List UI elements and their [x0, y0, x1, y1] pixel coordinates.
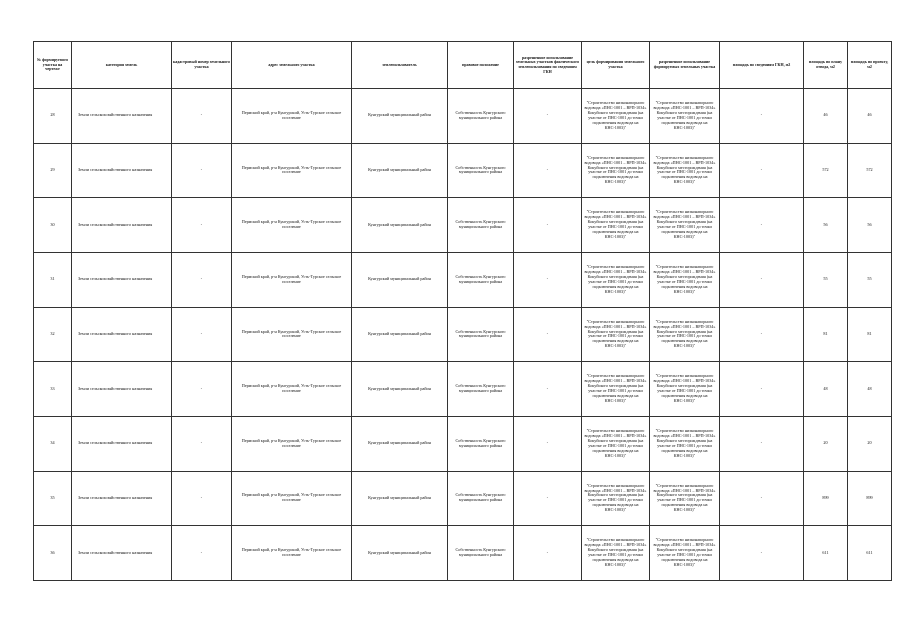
cell-land-user — [352, 416, 448, 471]
cell-area-project — [848, 307, 892, 362]
cell-purpose-text: "Строительство низконапорного водовода «ПНС-1001 – ВРП-1034» Кокуйского месторождения (на участке от ПНС-1001 до точки подключения водовода на КНС-1003)" — [584, 264, 647, 294]
cell-land-user — [352, 89, 448, 144]
cell-cadastral-number — [172, 471, 232, 526]
cell-land-category — [72, 416, 172, 471]
cell-area-plan — [804, 416, 848, 471]
cell-purpose — [582, 198, 650, 253]
cell-actual-use — [514, 198, 582, 253]
cell-area-project-text: 81 — [867, 331, 872, 336]
cell-area-project — [848, 416, 892, 471]
cell-land-category-text: Земли сельскохозяйственного назначения — [78, 331, 153, 336]
cell-area-gkn-text: - — [760, 331, 763, 336]
cell-actual-use-text: - — [546, 386, 549, 391]
cell-permitted-use — [650, 143, 720, 198]
header-purpose: цель формирования земельного участка — [582, 42, 650, 89]
cell-actual-use — [514, 362, 582, 417]
table-row — [34, 362, 892, 417]
cell-land-category-text: Земли сельскохозяйственного назначения — [78, 222, 153, 227]
cell-area-plan-text: 611 — [822, 550, 829, 555]
cell-permitted-use — [650, 416, 720, 471]
cell-cadastral-number-text: - — [200, 386, 203, 391]
cell-area-plan-text: 55 — [823, 277, 828, 282]
cell-address-text: Пермский край, р-н Кунгурский, Усть-Турское сельское поселение — [241, 220, 342, 230]
cell-area-gkn — [720, 471, 804, 526]
cell-permitted-use — [650, 362, 720, 417]
cell-purpose — [582, 307, 650, 362]
cell-address — [232, 471, 352, 526]
cell-area-gkn — [720, 362, 804, 417]
cell-actual-use — [514, 526, 582, 581]
cell-area-project-text: 55 — [867, 277, 872, 282]
cell-legal-status — [448, 198, 514, 253]
cell-address-text: Пермский край, р-н Кунгурский, Усть-Турское сельское поселение — [241, 438, 342, 448]
cell-area-project-text: 20 — [867, 441, 872, 446]
cell-legal-status-text: Собственность Кунгурского муниципального района — [455, 165, 506, 175]
cell-permitted-use — [650, 307, 720, 362]
cell-legal-status — [448, 252, 514, 307]
cell-legal-status-text: Собственность Кунгурского муниципального района — [455, 110, 506, 120]
cell-land-user — [352, 471, 448, 526]
header-plot-number: № формируемого участка на чертеже — [34, 42, 72, 89]
cell-cadastral-number-text: - — [200, 550, 203, 555]
cell-purpose-text: "Строительство низконапорного водовода «ПНС-1001 – ВРП-1034» Кокуйского месторождения (на участке от ПНС-1001 до точки подключения водовода на КНС-1003)" — [584, 210, 647, 240]
cell-purpose — [582, 143, 650, 198]
cell-purpose-text: "Строительство низконапорного водовода «ПНС-1001 – ВРП-1034» Кокуйского месторождения (на участке от ПНС-1001 до точки подключения водовода на КНС-1003)" — [584, 319, 647, 349]
cell-area-project — [848, 471, 892, 526]
cell-area-plan — [804, 252, 848, 307]
cell-purpose — [582, 89, 650, 144]
cell-area-project-text: 48 — [867, 386, 872, 391]
cell-land-category — [72, 143, 172, 198]
cell-area-project — [848, 89, 892, 144]
header-area-project: площадь по проекту, м2 — [848, 42, 892, 89]
table-row — [34, 198, 892, 253]
cell-address-text: Пермский край, р-н Кунгурский, Усть-Турское сельское поселение — [241, 274, 342, 284]
cell-actual-use-text: - — [546, 168, 549, 172]
cell-cadastral-number — [172, 307, 232, 362]
cell-address — [232, 362, 352, 417]
cell-land-user — [352, 362, 448, 417]
cell-area-project-text: 611 — [866, 550, 873, 555]
cell-legal-status — [448, 471, 514, 526]
cell-address — [232, 526, 352, 581]
cell-area-gkn — [720, 416, 804, 471]
cell-land-category — [72, 362, 172, 417]
cell-land-user-text: Кунгурский муниципальный район — [368, 441, 431, 446]
cell-actual-use — [514, 252, 582, 307]
table-row — [34, 307, 892, 362]
cell-permitted-use-text: "Строительство низконапорного водовода «ПНС-1001 – ВРП-1034» Кокуйского месторождения (на участке от ПНС-1001 до точки подключения водовода на КНС-1003)" — [653, 483, 716, 513]
cell-cadastral-number — [172, 252, 232, 307]
cell-area-plan-text: 572 — [822, 168, 829, 172]
cell-permitted-use — [650, 89, 720, 144]
cell-actual-use-text: - — [546, 113, 549, 118]
cell-cadastral-number-text: - — [200, 441, 203, 446]
cell-area-gkn-text: - — [760, 277, 763, 282]
cell-plot-number-text: 35 — [50, 495, 55, 500]
cell-land-category — [72, 252, 172, 307]
cell-land-user-text: Кунгурский муниципальный район — [368, 386, 431, 391]
cell-address — [232, 416, 352, 471]
cell-land-user — [352, 526, 448, 581]
cell-purpose — [582, 416, 650, 471]
cell-land-user-text: Кунгурский муниципальный район — [368, 277, 431, 282]
cell-land-category — [72, 471, 172, 526]
cell-land-user-text: Кунгурский муниципальный район — [368, 113, 431, 118]
cell-purpose-text: "Строительство низконапорного водовода «ПНС-1001 – ВРП-1034» Кокуйского месторождения (на участке от ПНС-1001 до точки подключения водовода на КНС-1003)" — [584, 428, 647, 458]
cell-plot-number-text: 32 — [50, 331, 55, 336]
cell-area-project-text: 56 — [867, 222, 872, 227]
cell-actual-use — [514, 307, 582, 362]
cell-plot-number — [34, 89, 72, 144]
cell-area-project-text: 572 — [866, 168, 873, 172]
cell-area-plan-text: 81 — [823, 331, 828, 336]
cell-permitted-use-text: "Строительство низконапорного водовода «ПНС-1001 – ВРП-1034» Кокуйского месторождения (на участке от ПНС-1001 до точки подключения водовода на КНС-1003)" — [653, 319, 716, 349]
cell-permitted-use — [650, 526, 720, 581]
cell-actual-use-text: - — [546, 331, 549, 336]
cell-address-text: Пермский край, р-н Кунгурский, Усть-Турское сельское поселение — [241, 329, 342, 339]
cell-permitted-use-text: "Строительство низконапорного водовода «ПНС-1001 – ВРП-1034» Кокуйского месторождения (на участке от ПНС-1001 до точки подключения водовода на КНС-1003)" — [653, 100, 716, 130]
cell-area-plan — [804, 307, 848, 362]
header-permitted-use: разрешенное использование формируемых земельных участка — [650, 42, 720, 89]
cell-permitted-use-text: "Строительство низконапорного водовода «ПНС-1001 – ВРП-1034» Кокуйского месторождения (на участке от ПНС-1001 до точки подключения водовода на КНС-1003)" — [653, 264, 716, 294]
cell-actual-use — [514, 143, 582, 198]
header-address: адрес земельного участка — [232, 42, 352, 89]
cell-plot-number — [34, 252, 72, 307]
cell-actual-use — [514, 416, 582, 471]
cell-cadastral-number — [172, 526, 232, 581]
cell-land-user-text: Кунгурский муниципальный район — [368, 222, 431, 227]
cell-address — [232, 89, 352, 144]
cell-area-plan-text: 48 — [823, 386, 828, 391]
cell-land-category — [72, 307, 172, 362]
cell-area-gkn-text: - — [760, 495, 763, 500]
cell-legal-status — [448, 143, 514, 198]
cell-actual-use-text: - — [546, 441, 549, 446]
cell-plot-number — [34, 143, 72, 198]
cell-purpose — [582, 252, 650, 307]
cell-land-user-text: Кунгурский муниципальный район — [368, 550, 431, 555]
cell-address-text: Пермский край, р-н Кунгурский, Усть-Турское сельское поселение — [241, 493, 342, 503]
header-land-user: землепользователь — [352, 42, 448, 89]
cell-plot-number-text: 31 — [50, 277, 55, 282]
cell-area-gkn-text: - — [760, 168, 763, 172]
cell-address — [232, 198, 352, 253]
cell-area-gkn-text: - — [760, 222, 763, 227]
table-row — [34, 89, 892, 144]
cell-plot-number-text: 34 — [50, 441, 55, 446]
table-header-row — [34, 42, 892, 89]
cell-purpose-text: "Строительство низконапорного водовода «ПНС-1001 – ВРП-1034» Кокуйского месторождения (на участке от ПНС-1001 до точки подключения водовода на КНС-1003)" — [584, 155, 647, 185]
cell-plot-number — [34, 307, 72, 362]
cell-purpose — [582, 471, 650, 526]
cell-area-project — [848, 526, 892, 581]
cell-address-text: Пермский край, р-н Кунгурский, Усть-Турское сельское поселение — [241, 165, 342, 175]
cell-area-plan-text: 46 — [823, 113, 828, 118]
cell-plot-number-text: 28 — [50, 113, 55, 118]
cell-address — [232, 307, 352, 362]
cell-area-project — [848, 252, 892, 307]
cell-area-gkn — [720, 526, 804, 581]
cell-land-category — [72, 526, 172, 581]
cell-actual-use-text: - — [546, 277, 549, 282]
cell-cadastral-number-text: - — [200, 222, 203, 227]
cell-area-gkn-text: - — [760, 550, 763, 555]
cell-legal-status-text: Собственность Кунгурского муниципального района — [455, 438, 506, 448]
land-plots-table — [33, 41, 892, 581]
cell-legal-status-text: Собственность Кунгурского муниципального района — [455, 384, 506, 394]
cell-cadastral-number-text: - — [200, 113, 203, 118]
cell-land-user — [352, 307, 448, 362]
cell-legal-status — [448, 416, 514, 471]
cell-land-user-text: Кунгурский муниципальный район — [368, 495, 431, 500]
cell-purpose — [582, 362, 650, 417]
cell-area-plan — [804, 143, 848, 198]
cell-permitted-use — [650, 252, 720, 307]
cell-area-gkn — [720, 307, 804, 362]
table-row — [34, 526, 892, 581]
cell-permitted-use-text: "Строительство низконапорного водовода «ПНС-1001 – ВРП-1034» Кокуйского месторождения (на участке от ПНС-1001 до точки подключения водовода на КНС-1003)" — [653, 210, 716, 240]
cell-actual-use-text: - — [546, 495, 549, 500]
cell-plot-number-text: 29 — [50, 168, 55, 172]
cell-area-plan — [804, 198, 848, 253]
cell-permitted-use-text: "Строительство низконапорного водовода «ПНС-1001 – ВРП-1034» Кокуйского месторождения (на участке от ПНС-1001 до точки подключения водовода на КНС-1003)" — [653, 538, 716, 568]
cell-address — [232, 143, 352, 198]
header-cadastral-number: кадастровый номер земельного участка — [172, 42, 232, 89]
cell-permitted-use — [650, 471, 720, 526]
cell-area-gkn — [720, 89, 804, 144]
cell-address-text: Пермский край, р-н Кунгурский, Усть-Турское сельское поселение — [241, 110, 342, 120]
cell-permitted-use-text: "Строительство низконапорного водовода «ПНС-1001 – ВРП-1034» Кокуйского месторождения (на участке от ПНС-1001 до точки подключения водовода на КНС-1003)" — [653, 155, 716, 185]
cell-legal-status-text: Собственность Кунгурского муниципального района — [455, 493, 506, 503]
cell-cadastral-number-text: - — [200, 495, 203, 500]
cell-area-project-text: 899 — [866, 495, 873, 500]
cell-land-user-text: Кунгурский муниципальный район — [368, 331, 431, 336]
table-row — [34, 143, 892, 198]
cell-plot-number — [34, 198, 72, 253]
table-row — [34, 416, 892, 471]
cell-area-gkn-text: - — [760, 441, 763, 446]
cell-land-category-text: Земли сельскохозяйственного назначения — [78, 113, 153, 118]
cell-legal-status — [448, 526, 514, 581]
cell-land-category-text: Земли сельскохозяйственного назначения — [78, 277, 153, 282]
cell-area-plan — [804, 89, 848, 144]
cell-area-gkn — [720, 198, 804, 253]
cell-land-category — [72, 198, 172, 253]
cell-land-category-text: Земли сельскохозяйственного назначения — [78, 168, 153, 172]
cell-legal-status — [448, 307, 514, 362]
cell-address-text: Пермский край, р-н Кунгурский, Усть-Турское сельское поселение — [241, 548, 342, 558]
cell-permitted-use-text: "Строительство низконапорного водовода «ПНС-1001 – ВРП-1034» Кокуйского месторождения (на участке от ПНС-1001 до точки подключения водовода на КНС-1003)" — [653, 374, 716, 404]
cell-cadastral-number-text: - — [200, 277, 203, 282]
cell-legal-status-text: Собственность Кунгурского муниципального района — [455, 274, 506, 284]
cell-area-gkn — [720, 252, 804, 307]
table-row — [34, 252, 892, 307]
cell-land-category-text: Земли сельскохозяйственного назначения — [78, 550, 153, 555]
cell-purpose-text: "Строительство низконапорного водовода «ПНС-1001 – ВРП-1034» Кокуйского месторождения (на участке от ПНС-1001 до точки подключения водовода на КНС-1003)" — [584, 538, 647, 568]
cell-plot-number — [34, 471, 72, 526]
cell-area-plan — [804, 526, 848, 581]
cell-land-category-text: Земли сельскохозяйственного назначения — [78, 386, 153, 391]
cell-address — [232, 252, 352, 307]
cell-cadastral-number — [172, 198, 232, 253]
cell-area-project — [848, 198, 892, 253]
cell-area-gkn-text: - — [760, 113, 763, 118]
cell-purpose-text: "Строительство низконапорного водовода «ПНС-1001 – ВРП-1034» Кокуйского месторождения (на участке от ПНС-1001 до точки подключения водовода на КНС-1003)" — [584, 483, 647, 513]
header-actual-use: разрешенное использование земельных участков фактического землепользования по сведениям ГКН — [514, 42, 582, 89]
cell-area-gkn — [720, 143, 804, 198]
table-row — [34, 471, 892, 526]
cell-actual-use-text: - — [546, 222, 549, 227]
cell-purpose — [582, 526, 650, 581]
cell-area-plan-text: 56 — [823, 222, 828, 227]
cell-area-plan — [804, 362, 848, 417]
cell-cadastral-number-text: - — [200, 168, 203, 172]
cell-plot-number — [34, 416, 72, 471]
cell-cadastral-number-text: - — [200, 331, 203, 336]
cell-permitted-use — [650, 198, 720, 253]
cell-address-text: Пермский край, р-н Кунгурский, Усть-Турское сельское поселение — [241, 384, 342, 394]
cell-land-user — [352, 143, 448, 198]
cell-land-user — [352, 252, 448, 307]
cell-area-project — [848, 143, 892, 198]
cell-area-project-text: 46 — [867, 113, 872, 118]
cell-legal-status — [448, 89, 514, 144]
cell-cadastral-number — [172, 416, 232, 471]
cell-actual-use — [514, 89, 582, 144]
cell-actual-use — [514, 471, 582, 526]
cell-cadastral-number — [172, 89, 232, 144]
cell-area-plan-text: 20 — [823, 441, 828, 446]
cell-area-plan — [804, 471, 848, 526]
cell-land-user-text: Кунгурский муниципальный район — [368, 168, 431, 172]
header-land-category: категория земель — [72, 42, 172, 89]
cell-cadastral-number — [172, 362, 232, 417]
cell-plot-number — [34, 362, 72, 417]
cell-purpose-text: "Строительство низконапорного водовода «ПНС-1001 – ВРП-1034» Кокуйского месторождения (на участке от ПНС-1001 до точки подключения водовода на КНС-1003)" — [584, 100, 647, 130]
cell-cadastral-number — [172, 143, 232, 198]
cell-area-plan-text: 899 — [822, 495, 829, 500]
cell-area-project — [848, 362, 892, 417]
cell-land-user — [352, 198, 448, 253]
cell-land-category — [72, 89, 172, 144]
cell-land-category-text: Земли сельскохозяйственного назначения — [78, 495, 153, 500]
cell-legal-status-text: Собственность Кунгурского муниципального района — [455, 220, 506, 230]
cell-actual-use-text: - — [546, 550, 549, 555]
cell-plot-number-text: 33 — [50, 386, 55, 391]
cell-area-gkn-text: - — [760, 386, 763, 391]
cell-plot-number-text: 30 — [50, 222, 55, 227]
cell-legal-status — [448, 362, 514, 417]
header-legal-status: правовое положение — [448, 42, 514, 89]
cell-land-category-text: Земли сельскохозяйственного назначения — [78, 441, 153, 446]
cell-legal-status-text: Собственность Кунгурского муниципального района — [455, 548, 506, 558]
cell-plot-number — [34, 526, 72, 581]
cell-permitted-use-text: "Строительство низконапорного водовода «ПНС-1001 – ВРП-1034» Кокуйского месторождения (на участке от ПНС-1001 до точки подключения водовода на КНС-1003)" — [653, 428, 716, 458]
cell-legal-status-text: Собственность Кунгурского муниципального района — [455, 329, 506, 339]
cell-purpose-text: "Строительство низконапорного водовода «ПНС-1001 – ВРП-1034» Кокуйского месторождения (на участке от ПНС-1001 до точки подключения водовода на КНС-1003)" — [584, 374, 647, 404]
cell-plot-number-text: 36 — [50, 550, 55, 555]
header-area-plan: площадь по плану отвода, м2 — [804, 42, 848, 89]
header-area-gkn: площадь по сведениям ГКН, м2 — [720, 42, 804, 89]
